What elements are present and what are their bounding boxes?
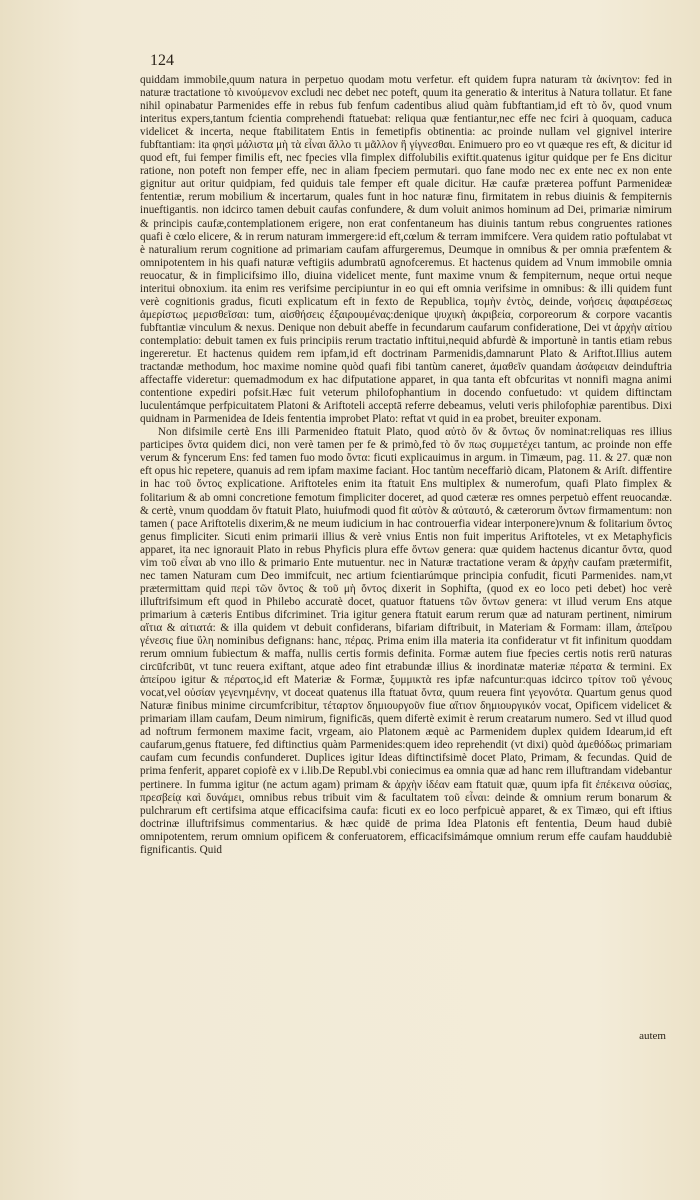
body-text xyxy=(140,74,672,857)
catchword: autem xyxy=(639,1030,666,1042)
paragraph: Non difsimile certè Ens illi Parmenideo ftatuit Plato, quod αὐτὸ ὄν & ὄντως ὄν nominat:reliquas res illius participes ὄντα quidem dici, non verè tamen per fe & primò,fed τὸ ὄν πως συμμετέχει tantum, ac proinde non effe verum & fyncerum Ens: fed tamen fuo modo ὄντα: ficuti explicauimus in argum. in Timæum, pag. 11. & 27. quæ non eft opus hic repetere, quanuis ad rem ipfam maxime faciant. Hoc tantùm neceffariò dicam, Platonem & Ariſt. diffentire in hac τοῦ ὄντος explicatione. Ariftoteles enim ita ftatuit Ens multiplex & numerofum, quafi Plato fimplex & folitarium & ab omni concretione femotum fimpliciter doceret, ad quod cæteræ res omnes perpetuò effent reuocandæ. & certè, vnum quoddam ὄν ftatuit Plato, huiufmodi quod fit αὐτὸν & αὐταυτό, & cæterorum ὄντων firmamentum: non tamen ( pace Ariftotelis dixerim,& ne meum iudicium in hac controuerfia videar interponere)vnum & folitarium ὄντος genus fimpliciter. Sicuti enim primarii illius & verè vnius Entis non fuit imperitus Ariftoteles, vt ex Metaphyficis apparet, ita nec ignorauit Plato in rebus Phyficis plura effe ὄντων genera: quæ quidem hactenus dicantur ὄντα, quod vim τοῦ εἶναι ab vno illo & primario Ente mutuentur. nec in Naturæ tractatione veram & ἀρχὴν caufam prætermifit, nec tamen Naturam cum Deo immifcuit, nec artium fcientiarúmque principia confudit, ficuti Parmenides. nam,vt prætermittam quid περὶ τῶν ὄντος & τοῦ μὴ ὄντος dixerit in Sophifta, (quod ex eo loco peti debet) hoc verè illuftrifsimum eft quod in Philebo accuratè docet, quatuor ftatuens τῶν ὄντων genera: vt illud verum Ens atque primarium à cæteris Entibus difcriminet. Tria igitur genera ftatuit earum rerum quæ ad naturam pertinent, nimirum αἴτια & αἰτιατά: & illa quidem vt debuit confiderans, bifariam diftribuit, in Materiam & Formam: illam, ἀπεῖρου γένεσις fiue ὕλη nominibus defignans: hanc, πέρας. Prima enim illa materia ita confideratur vt fit infinitum quoddam rerum omnium fubiectum & maffa, nullis certis formis definita. Formæ autem fiue fpecies certis notis rerū naturas circūfcribūt, vt tunc reuera exiftant, atque adeo fint etrabundæ illius & inordinatæ materiæ πέρατα & termini. Ex ἀπείρου igitur & πέρατος,id eft Materiæ & Formæ, ξυμμικτὰ res ipfæ nafcuntur:quas idcirco τρίτον τοῦ γένους vocat,vel οὐσίαν γεγενημένην, vt doceat quatenus illa ftatuat ὄντα, quum reuera fint γεγονότα. Quartum genus quod Naturæ finibus minime circumfcribitur, τέταρτον δημιουργοῦν fiue αἴτιον δημιουργικόν vocat, Opificem videlicet & primariam illam caufam, Deum nimirum, fignificās, quem difertè eximit è rerum creatarum numero. Sed vt illud quod ad noftrum fermonem maxime facit, vrgeam, aio Platonem æquè ac Parmenidem duplex quidem Idearum,id eft caufarum,genus ftatuere, fed diftinctius quàm Parmenides:quem ideo reprehendit (vt dixi) quòd ἀμεθόδως primariam caufam cum fecundis confunderet. Duplices igitur Ideas diftinctifsimè docet Plato, Primam, & fecundas. Quid de prima fenferit, apparet copiofè ex v i.lib.De Republ.vbi coniecimus ea omnia quæ ad hanc rem illuftrandam videbantur pertinere. In fumma igitur (ne actum agam) primam & ἀρχὴν ἰδέαν eam ftatuit quæ, quum ipfa fit ἐπέκεινα οὐσίας, πρεσβείᾳ καὶ δυνάμει, omnibus rebus tribuit vim & facultatem τοῦ εἶναι: deinde & omnium rerum bonarum & pulchrarum eft certifsima atque efficacifsima caufa: ficuti ex eo loco perfpicuè apparet, & ex Timæo, qui eft iftius doctrinæ illuftrifsimus commentarius. & hæc quidē de prima Idea Platonis eft fententia, Deum haud dubiè omnipotentem, rerum omnium opificem & conferuatorem, efficacifsimámque omnium rerum effe caufam hauddubiè fignificantis. Quid xyxy=(140,426,672,856)
paragraph: quiddam immobile,quum natura in perpetuo quodam motu verfetur. eft quidem fupra naturam τὰ ἀκίνητον: fed in naturæ tractatione τὸ κινούμενον excludi nec debet nec poteft, quum ita generatio & interitus à Natura tollatur. Et fane nihil opinabatur Parmenides effe in rebus fub fenfum cadentibus aliud quàm fubftantiam,id eft τὸ ὄν, quod vnum interitus expers,tantum fcientia comprehendi ftatuebat: reliqua quæ fentiantur,nec effe nec fciri à quoquam, caduca videlicet & incerta, neque ftabilitatem Entis in femetipfis obtinentia: ac proinde nullam vel gignivel interire fubftantiam: ita φησὶ μάλιστα μὴ τὰ εἶναι ἄλλο τι μᾶλλον ἢ γίγνεσθαι. Enimuero pro eo vt quæque res eft, & dicitur id quod eft, fui femper fimilis eft, nec fpecies vlla fimplex diffolubilis exiftit.quatenus igitur quidque per fe Ens dicitur ratione, non poteft non femper effe, nec in aliam fpeciem permutari. quo fane modo nec ex ente nec ex non ente gignitur aut oritur quidpiam, fed quiduis tale femper eft quale dicitur. Hæ caufæ præterea poffunt Parmenideæ fententiæ, rerum mobilium & incertarum, quales funt in hoc naturæ finu, firmitatem in rebus diuinis & fempiternis inueftigantis. non idcirco tamen debuit caufas confundere, & dum voluit animos hominum ad Dei, primariæ nimirum & principis caufæ,contemplationem erigere, non erat confentaneum has diuinis tantum rebus congruentes rationes quafi è cœlo elicere, & in rerum naturam immergere:id eft,cœlum & terram immifcere. Vera quidem ratio poftulabat vt è naturalium rerum cognitione ad primariam caufam affurgeremus, Deumque in omnibus & per omnia præfentem & omnipotentem in his quafi naturæ veftigiis adumbratū agnofceremus. Et hactenus quidem ad Vnum immobile omnia reuocatur, & in fimplicifsimo illo, diuina videlicet mente, funt maxime vnum & fempiternum, neque ortui neque interitui obnoxium. ita enim res verifsime percipiuntur in eo qui eft omnia verifsime in omnibus: & illi quidem funt verè cognitionis gradus, ficuti explicatum eft in fexto de Republica, τομὴν ἐντὸς, deinde, νοήσεις ἀφαιρέσεως ἀμερίστως μερισθεῖσαι: tum, αἰσθήσεις ἐξαιρουμένας:denique ψυχικὴ ἀκριβεία, corporeorum & corpore vacantis fubftantiæ vinculum & nexus. Denique non debuit abeffe in fecundarum caufarum confideratione, Dei vt ἀρχὴν αἰτίου contemplatio: debuit tamen ex fuis principiis rerum tractatio inftitui,nequid abfurdè & importunè in tantis etiam rebus ingereretur. Et hactenus quidem rem ipfam,id eft doctrinam Parmenidis,damnarunt Plato & Ariftot.Illius autem tractandæ methodum, hoc maxime nomine quòd quafi fibi tantùm caneret, ἀμαθεῖν quandam ἀσάφειαν deinduftria affectaffe videretur: quemadmodum ex hac difputatione apparet, in qua tanta eft obfcuritas vt nonnifi magna animi contentione expediri pofsit.Hæc fuit veterum philofophantium in docendo confuetudo: vt quidem diftinctam luculentámque perfpicuitatem Platoni & Ariftoteli acceptā referre debeamus, veluti veris philofophiæ parentibus. Dixi quidnam in Parmenidea de Ideis fententia improbet Plato: reftat vt quid in ea probet, breuiter exponam. xyxy=(140,74,672,426)
page-number: 124 xyxy=(150,52,174,69)
